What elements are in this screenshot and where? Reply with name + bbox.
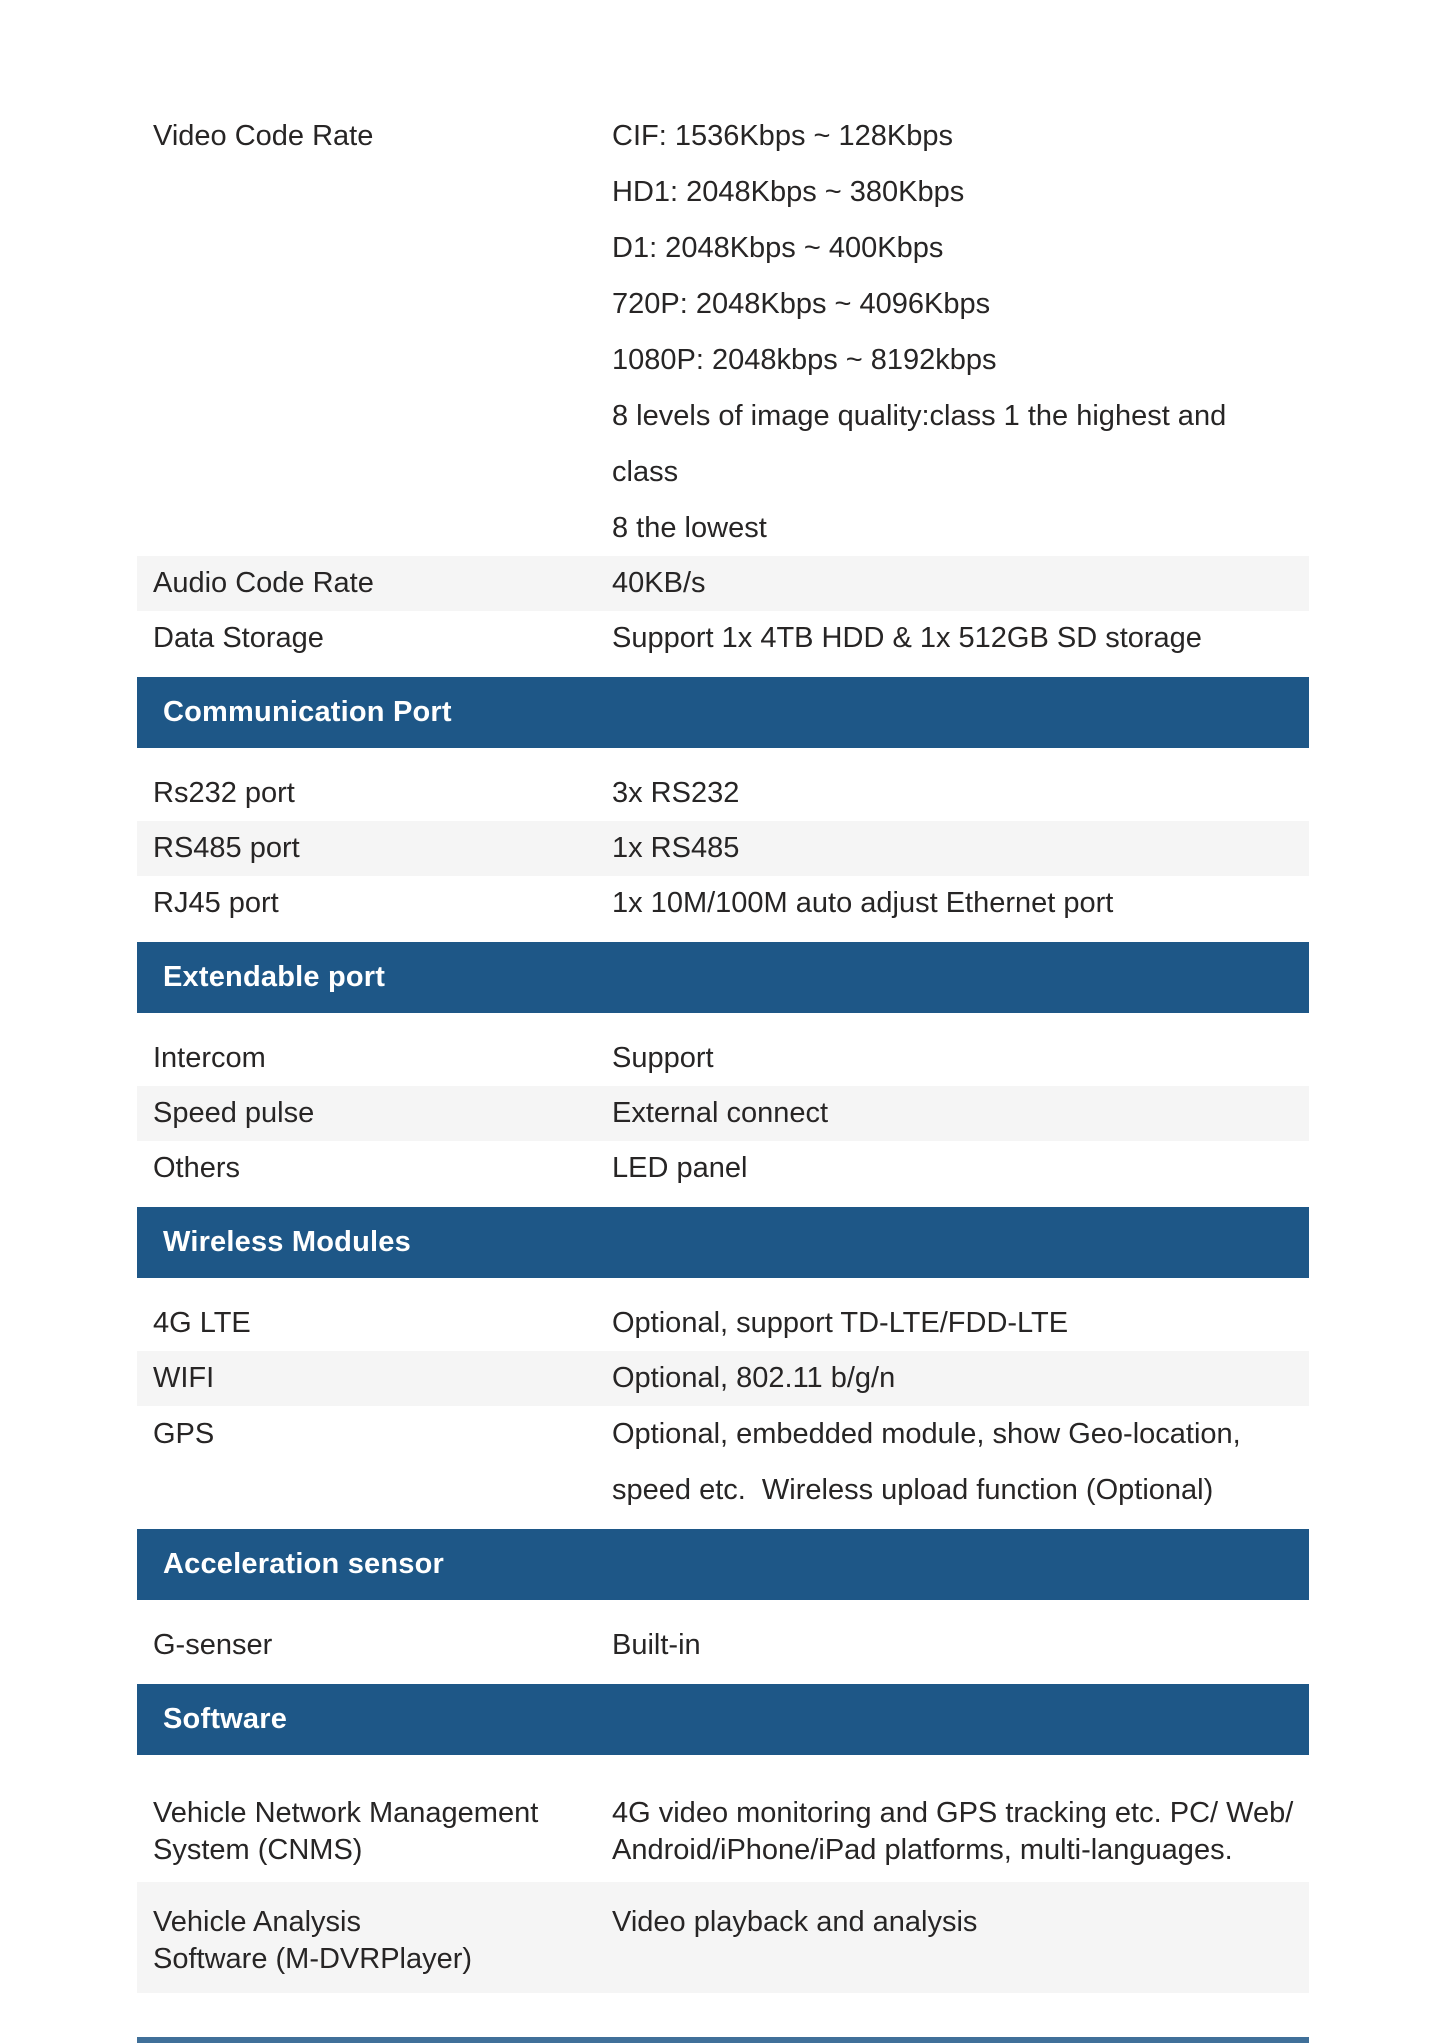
section-rows bbox=[137, 1296, 1309, 1518]
value-line: Optional, 802.11 b/g/n bbox=[612, 1362, 896, 1394]
row-value bbox=[612, 1904, 1309, 1941]
spec-row-4g-lte bbox=[137, 1296, 1309, 1351]
row-label-line: Software (M-DVRPlayer) bbox=[153, 1943, 473, 1975]
spec-row-intercom bbox=[137, 1031, 1309, 1086]
row-label bbox=[137, 1904, 612, 1978]
value-line: 3x RS232 bbox=[612, 777, 740, 809]
row-label bbox=[137, 1406, 612, 1462]
value-line: Video playback and analysis bbox=[612, 1906, 978, 1938]
section-rows bbox=[137, 1618, 1309, 1673]
value-line: Support 1x 4TB HDD & 1x 512GB SD storage bbox=[612, 622, 1202, 654]
value-line: Support bbox=[612, 1042, 714, 1074]
row-label-line: 4G LTE bbox=[153, 1307, 251, 1339]
value-line: CIF: 1536Kbps ~ 128Kbps bbox=[612, 120, 953, 152]
section-header-extendable-port: Extendable port bbox=[137, 942, 1309, 1013]
value-line: 40KB/s bbox=[612, 567, 706, 599]
row-label bbox=[137, 1031, 612, 1086]
spec-row-wifi bbox=[137, 1351, 1309, 1406]
row-label bbox=[137, 1086, 612, 1141]
row-value bbox=[612, 108, 1309, 556]
row-label-line: G-senser bbox=[153, 1629, 273, 1661]
row-value bbox=[612, 876, 1309, 931]
section-header-acceleration-sensor: Acceleration sensor bbox=[137, 1529, 1309, 1600]
row-value bbox=[612, 821, 1309, 876]
value-line: Built-in bbox=[612, 1629, 701, 1661]
value-line: speed etc. Wireless upload function (Optional) bbox=[612, 1474, 1214, 1506]
spec-row-g-senser bbox=[137, 1618, 1309, 1673]
value-line: Android/iPhone/iPad platforms, multi-languages. bbox=[612, 1834, 1233, 1866]
value-line: Optional, support TD-LTE/FDD-LTE bbox=[612, 1307, 1069, 1339]
row-label-line: Data Storage bbox=[153, 622, 324, 654]
row-value bbox=[612, 1141, 1309, 1196]
row-value bbox=[612, 1618, 1309, 1673]
section-header-software: Software bbox=[137, 1684, 1309, 1755]
row-label-line: System (CNMS) bbox=[153, 1834, 363, 1866]
row-label bbox=[137, 1296, 612, 1351]
row-label-line: RJ45 port bbox=[153, 887, 279, 919]
row-label bbox=[137, 876, 612, 931]
value-line: HD1: 2048Kbps ~ 380Kbps bbox=[612, 176, 965, 208]
row-label bbox=[137, 1141, 612, 1196]
spec-row-others bbox=[137, 1141, 1309, 1196]
row-label-line: Vehicle Network Management bbox=[153, 1797, 539, 1829]
row-label-line: Intercom bbox=[153, 1042, 266, 1074]
value-line: D1: 2048Kbps ~ 400Kbps bbox=[612, 232, 944, 264]
value-line: LED panel bbox=[612, 1152, 748, 1184]
row-value bbox=[612, 556, 1309, 611]
row-label bbox=[137, 1795, 612, 1869]
value-line: 1x 10M/100M auto adjust Ethernet port bbox=[612, 887, 1114, 919]
section-rows bbox=[137, 108, 1309, 666]
row-value bbox=[612, 1406, 1309, 1518]
value-line: 720P: 2048Kbps ~ 4096Kbps bbox=[612, 288, 991, 320]
value-line: 1080P: 2048kbps ~ 8192kbps bbox=[612, 344, 997, 376]
row-label-line: RS485 port bbox=[153, 832, 300, 864]
row-label bbox=[137, 821, 612, 876]
value-line: Optional, embedded module, show Geo-location, bbox=[612, 1418, 1241, 1450]
row-value bbox=[612, 1795, 1309, 1869]
value-line: 4G video monitoring and GPS tracking etc. PC/ Web/ bbox=[612, 1797, 1294, 1829]
row-label-line: Others bbox=[153, 1152, 241, 1184]
section-rows bbox=[137, 1031, 1309, 1196]
spec-row-vehicle-network-management-system bbox=[137, 1773, 1309, 1882]
spec-row-gps bbox=[137, 1406, 1309, 1518]
row-label-line: GPS bbox=[153, 1418, 215, 1450]
section-header-wireless-modules: Wireless Modules bbox=[137, 1207, 1309, 1278]
row-label bbox=[137, 1351, 612, 1406]
row-label-line: WIFI bbox=[153, 1362, 215, 1394]
value-line: 8 levels of image quality:class 1 the highest and class bbox=[612, 400, 1235, 488]
row-label-line: Video Code Rate bbox=[153, 120, 374, 152]
spec-row-rj45-port bbox=[137, 876, 1309, 931]
spec-row-data-storage bbox=[137, 611, 1309, 666]
row-value bbox=[612, 1031, 1309, 1086]
row-value bbox=[612, 611, 1309, 666]
row-value bbox=[612, 1296, 1309, 1351]
section-header-communication-port: Communication Port bbox=[137, 677, 1309, 748]
value-line: External connect bbox=[612, 1097, 829, 1129]
row-value bbox=[612, 1351, 1309, 1406]
row-label-line: Vehicle Analysis bbox=[153, 1906, 361, 1938]
spec-row-speed-pulse bbox=[137, 1086, 1309, 1141]
row-label bbox=[137, 766, 612, 821]
row-label-line: Speed pulse bbox=[153, 1097, 315, 1129]
spec-row-video-code-rate bbox=[137, 108, 1309, 556]
row-label-line: Audio Code Rate bbox=[153, 567, 374, 599]
spec-row-rs485-port bbox=[137, 821, 1309, 876]
spec-row-vehicle-analysis-software bbox=[137, 1882, 1309, 1993]
section-rows bbox=[137, 1773, 1309, 1993]
value-line: 1x RS485 bbox=[612, 832, 740, 864]
row-value bbox=[612, 1086, 1309, 1141]
value-line: 8 the lowest bbox=[612, 512, 767, 544]
partial-next-section-header-bar bbox=[137, 2037, 1309, 2043]
row-label bbox=[137, 556, 612, 611]
row-label bbox=[137, 108, 612, 164]
section-rows bbox=[137, 766, 1309, 931]
spec-row-rs232-port bbox=[137, 766, 1309, 821]
row-label-line: Rs232 port bbox=[153, 777, 295, 809]
spec-row-audio-code-rate bbox=[137, 556, 1309, 611]
row-label bbox=[137, 1618, 612, 1673]
spec-table bbox=[137, 0, 1309, 1993]
row-value bbox=[612, 766, 1309, 821]
row-label bbox=[137, 611, 612, 666]
